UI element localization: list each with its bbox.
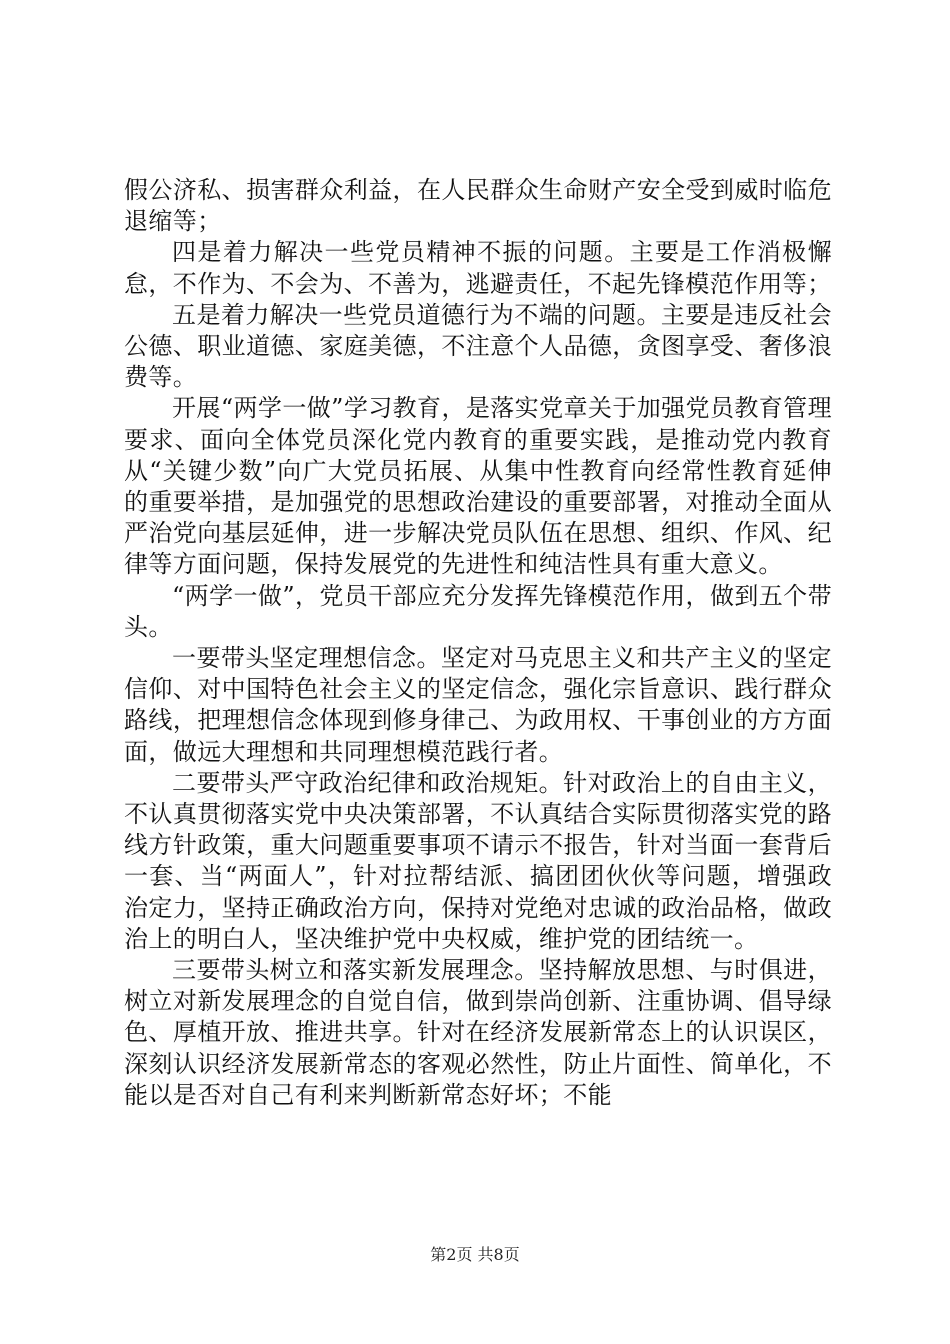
page-number-footer: 第2页 共8页: [430, 1245, 520, 1264]
paragraph-7: 二要带头严守政治纪律和政治规矩。针对政治上的自由主义，不认真贯彻落实党中央决策部署，不认真结合实际贯彻落实党的路线方针政策，重大问题重要事项不请示不报告，针对当面一套背后一套、当“两面人”，针对拉帮结派、搞团团伙伙等问题，增强政治定力，坚持正确政治方向，保持对党绝对忠诚的政治品格，做政治上的明白人，坚决维护党中央权威，维护党的团结统一。: [124, 768, 832, 953]
paragraph-1: 假公济私、损害群众利益，在人民群众生命财产安全受到威时临危退缩等；: [124, 176, 832, 236]
paragraph-3: 五是着力解决一些党员道德行为不端的问题。主要是违反社会公德、职业道德、家庭美德，不注意个人品德，贪图享受、奢侈浪费等。: [124, 300, 832, 392]
document-body: [124, 175, 832, 1111]
paragraph-2: 四是着力解决一些党员精神不振的问题。主要是工作消极懈怠，不作为、不会为、不善为，逃避责任，不起先锋模范作用等；: [124, 238, 832, 298]
paragraph-6: 一要带头坚定理想信念。坚定对马克思主义和共产主义的坚定信仰、对中国特色社会主义的坚定信念，强化宗旨意识、践行群众路线，把理想信念体现到修身律己、为政用权、干事创业的方方面面，做远大理想和共同理想模范践行者。: [124, 644, 832, 766]
paragraph-5: “两学一做”，党员干部应充分发挥先锋模范作用，做到五个带头。: [124, 581, 832, 641]
paragraph-8: 三要带头树立和落实新发展理念。坚持解放思想、与时俱进，树立对新发展理念的自觉自信，做到崇尚创新、注重协调、倡导绿色、厚植开放、推进共享。针对在经济发展新常态上的认识误区，深刻认识经济发展新常态的客观必然性，防止片面性、简单化，不能以是否对自己有利来判断新常态好坏；不能: [124, 956, 832, 1109]
paragraph-4: 开展“两学一做”学习教育，是落实党章关于加强党员教育管理要求、面向全体党员深化党内教育的重要实践，是推动党内教育从“关键少数”向广大党员拓展、从集中性教育向经常性教育延伸的重要举措，是加强党的思想政治建设的重要部署，对推动全面从严治党向基层延伸，进一步解决党员队伍在思想、组织、作风、纪律等方面问题，保持发展党的先进性和纯洁性具有重大意义。: [124, 394, 832, 579]
